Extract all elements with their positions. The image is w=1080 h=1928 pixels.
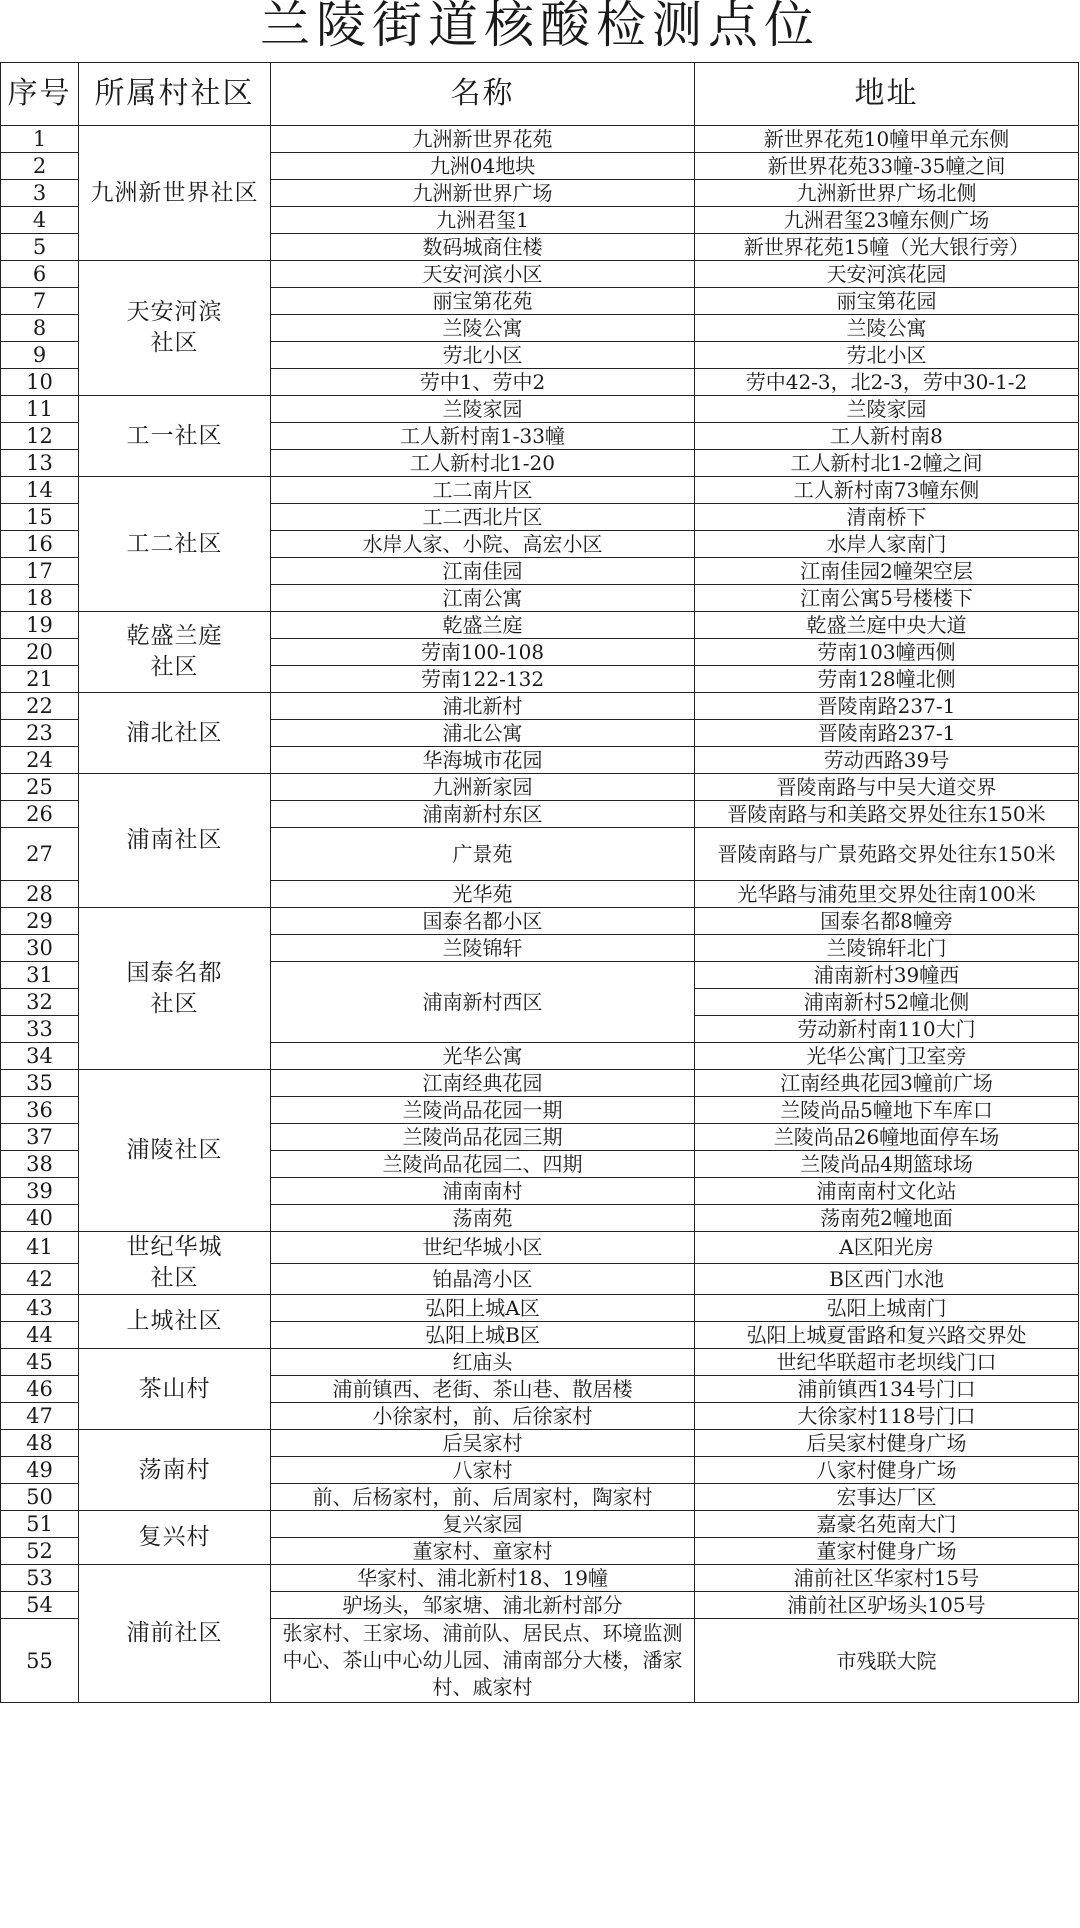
cell-name: 兰陵尚品花园二、四期 — [271, 1151, 695, 1178]
cell-address: 劳南128幢北侧 — [695, 666, 1079, 693]
cell-address: 天安河滨花园 — [695, 261, 1079, 288]
cell-name: 华家村、浦北新村18、19幢 — [271, 1565, 695, 1592]
cell-name: 九洲新世界广场 — [271, 180, 695, 207]
cell-community: 复兴村 — [79, 1511, 271, 1565]
cell-no: 41 — [1, 1232, 79, 1264]
cell-no: 38 — [1, 1151, 79, 1178]
cell-no: 34 — [1, 1043, 79, 1070]
cell-community: 乾盛兰庭 社区 — [79, 612, 271, 693]
table-row — [1, 1295, 1079, 1322]
table-row — [1, 1430, 1079, 1457]
cell-name: 工二南片区 — [271, 477, 695, 504]
cell-name: 水岸人家、小院、高宏小区 — [271, 531, 695, 558]
cell-address: 晋陵南路与中吴大道交界 — [695, 774, 1079, 801]
cell-name: 丽宝第花苑 — [271, 288, 695, 315]
cell-no: 23 — [1, 720, 79, 747]
cell-community: 浦前社区 — [79, 1565, 271, 1703]
cell-name: 八家村 — [271, 1457, 695, 1484]
header-address: 地址 — [695, 63, 1079, 126]
cell-name: 前、后杨家村，前、后周家村，陶家村 — [271, 1484, 695, 1511]
cell-address: 九洲新世界广场北侧 — [695, 180, 1079, 207]
cell-no: 3 — [1, 180, 79, 207]
cell-name: 光华公寓 — [271, 1043, 695, 1070]
cell-name: 工二西北片区 — [271, 504, 695, 531]
cell-name: 兰陵锦轩 — [271, 935, 695, 962]
cell-no: 25 — [1, 774, 79, 801]
cell-name: 驴场头，邹家塘、浦北新村部分 — [271, 1592, 695, 1619]
cell-no: 19 — [1, 612, 79, 639]
cell-address: 劳中42-3，北2-3，劳中30-1-2 — [695, 369, 1079, 396]
cell-address: 江南公寓5号楼楼下 — [695, 585, 1079, 612]
cell-community: 浦南社区 — [79, 774, 271, 908]
cell-no: 45 — [1, 1349, 79, 1376]
cell-name: 小徐家村，前、后徐家村 — [271, 1403, 695, 1430]
cell-name: 董家村、童家村 — [271, 1538, 695, 1565]
cell-name: 华海城市花园 — [271, 747, 695, 774]
table-row — [1, 126, 1079, 153]
cell-no: 33 — [1, 1016, 79, 1043]
table-row — [1, 1565, 1079, 1592]
cell-no: 20 — [1, 639, 79, 666]
cell-name: 工人新村南1-33幢 — [271, 423, 695, 450]
cell-name: 国泰名都小区 — [271, 908, 695, 935]
cell-no: 37 — [1, 1124, 79, 1151]
cell-no: 16 — [1, 531, 79, 558]
cell-address: 浦南新村39幢西 — [695, 962, 1079, 989]
cell-no: 10 — [1, 369, 79, 396]
cell-name: 铂晶湾小区 — [271, 1263, 695, 1295]
cell-no: 51 — [1, 1511, 79, 1538]
cell-address: 浦南新村52幢北侧 — [695, 989, 1079, 1016]
cell-no: 1 — [1, 126, 79, 153]
cell-community: 浦北社区 — [79, 693, 271, 774]
cell-no: 24 — [1, 747, 79, 774]
cell-address: 兰陵尚品26幢地面停车场 — [695, 1124, 1079, 1151]
table-row — [1, 1511, 1079, 1538]
cell-address: 丽宝第花园 — [695, 288, 1079, 315]
cell-no: 49 — [1, 1457, 79, 1484]
cell-name: 弘阳上城A区 — [271, 1295, 695, 1322]
cell-address: 嘉豪名苑南大门 — [695, 1511, 1079, 1538]
cell-no: 43 — [1, 1295, 79, 1322]
cell-address: 光华路与浦苑里交界处往南100米 — [695, 881, 1079, 908]
cell-address: 工人新村南73幢东侧 — [695, 477, 1079, 504]
cell-no: 2 — [1, 153, 79, 180]
cell-no: 6 — [1, 261, 79, 288]
table-row — [1, 612, 1079, 639]
cell-community: 天安河滨 社区 — [79, 261, 271, 396]
table-row — [1, 261, 1079, 288]
cell-no: 52 — [1, 1538, 79, 1565]
cell-name: 光华苑 — [271, 881, 695, 908]
cell-name: 劳北小区 — [271, 342, 695, 369]
cell-address: 国泰名都8幢旁 — [695, 908, 1079, 935]
cell-no: 27 — [1, 828, 79, 881]
table-row — [1, 1070, 1079, 1097]
cell-no: 11 — [1, 396, 79, 423]
cell-name: 兰陵家园 — [271, 396, 695, 423]
header-community: 所属村社区 — [79, 63, 271, 126]
cell-address: 新世界花苑10幢甲单元东侧 — [695, 126, 1079, 153]
cell-name: 九洲君玺1 — [271, 207, 695, 234]
cell-address: 大徐家村118号门口 — [695, 1403, 1079, 1430]
cell-address: 劳北小区 — [695, 342, 1079, 369]
table-row — [1, 774, 1079, 801]
cell-no: 15 — [1, 504, 79, 531]
cell-name: 兰陵尚品花园一期 — [271, 1097, 695, 1124]
cell-address: 市残联大院 — [695, 1619, 1079, 1703]
cell-community: 九洲新世界社区 — [79, 126, 271, 261]
cell-address: 乾盛兰庭中央大道 — [695, 612, 1079, 639]
table-row — [1, 1349, 1079, 1376]
cell-address: 董家村健身广场 — [695, 1538, 1079, 1565]
cell-no: 55 — [1, 1619, 79, 1703]
cell-no: 7 — [1, 288, 79, 315]
cell-community: 浦陵社区 — [79, 1070, 271, 1232]
cell-no: 54 — [1, 1592, 79, 1619]
cell-name: 浦南新村西区 — [271, 962, 695, 1043]
cell-no: 48 — [1, 1430, 79, 1457]
cell-address: 光华公寓门卫室旁 — [695, 1043, 1079, 1070]
cell-no: 36 — [1, 1097, 79, 1124]
cell-address: 水岸人家南门 — [695, 531, 1079, 558]
cell-address: 弘阳上城南门 — [695, 1295, 1079, 1322]
cell-no: 35 — [1, 1070, 79, 1097]
cell-address: 浦南南村文化站 — [695, 1178, 1079, 1205]
cell-community: 茶山村 — [79, 1349, 271, 1430]
cell-address: 兰陵家园 — [695, 396, 1079, 423]
cell-address: 工人新村北1-2幢之间 — [695, 450, 1079, 477]
cell-address: 荡南苑2幢地面 — [695, 1205, 1079, 1232]
cell-name: 复兴家园 — [271, 1511, 695, 1538]
cell-no: 26 — [1, 801, 79, 828]
cell-no: 40 — [1, 1205, 79, 1232]
cell-name: 广景苑 — [271, 828, 695, 881]
cell-no: 53 — [1, 1565, 79, 1592]
cell-no: 9 — [1, 342, 79, 369]
cell-name: 浦南南村 — [271, 1178, 695, 1205]
cell-name: 红庙头 — [271, 1349, 695, 1376]
cell-name: 九洲新家园 — [271, 774, 695, 801]
table-row — [1, 396, 1079, 423]
cell-address: 九洲君玺23幢东侧广场 — [695, 207, 1079, 234]
cell-no: 47 — [1, 1403, 79, 1430]
cell-address: 兰陵公寓 — [695, 315, 1079, 342]
cell-no: 4 — [1, 207, 79, 234]
cell-community: 世纪华城 社区 — [79, 1232, 271, 1295]
cell-community: 工一社区 — [79, 396, 271, 477]
cell-name: 后吴家村 — [271, 1430, 695, 1457]
cell-community: 上城社区 — [79, 1295, 271, 1349]
cell-address: 清南桥下 — [695, 504, 1079, 531]
cell-address: B区西门水池 — [695, 1263, 1079, 1295]
cell-address: A区阳光房 — [695, 1232, 1079, 1264]
cell-address: 晋陵南路237-1 — [695, 720, 1079, 747]
cell-no: 28 — [1, 881, 79, 908]
cell-no: 17 — [1, 558, 79, 585]
cell-address: 兰陵尚品5幢地下车库口 — [695, 1097, 1079, 1124]
cell-community: 工二社区 — [79, 477, 271, 612]
cell-address: 宏事达厂区 — [695, 1484, 1079, 1511]
cell-name: 浦北新村 — [271, 693, 695, 720]
cell-name: 兰陵尚品花园三期 — [271, 1124, 695, 1151]
cell-address: 世纪华联超市老坝线门口 — [695, 1349, 1079, 1376]
cell-address: 晋陵南路与广景苑路交界处往东150米 — [695, 828, 1079, 881]
table-row — [1, 477, 1079, 504]
cell-no: 30 — [1, 935, 79, 962]
cell-no: 44 — [1, 1322, 79, 1349]
cell-community: 荡南村 — [79, 1430, 271, 1511]
cell-name: 弘阳上城B区 — [271, 1322, 695, 1349]
cell-no: 5 — [1, 234, 79, 261]
cell-address: 晋陵南路237-1 — [695, 693, 1079, 720]
cell-no: 29 — [1, 908, 79, 935]
document-title: 兰陵街道核酸检测点位 — [260, 0, 820, 54]
cell-address: 浦前镇西134号门口 — [695, 1376, 1079, 1403]
cell-address: 兰陵尚品4期篮球场 — [695, 1151, 1079, 1178]
cell-name: 浦前镇西、老街、茶山巷、散居楼 — [271, 1376, 695, 1403]
cell-no: 32 — [1, 989, 79, 1016]
cell-name: 劳中1、劳中2 — [271, 369, 695, 396]
header-name: 名称 — [271, 63, 695, 126]
cell-name: 兰陵公寓 — [271, 315, 695, 342]
cell-no: 13 — [1, 450, 79, 477]
cell-address: 江南经典花园3幢前广场 — [695, 1070, 1079, 1097]
cell-community: 国泰名都 社区 — [79, 908, 271, 1070]
header-no: 序号 — [1, 63, 79, 126]
cell-name: 劳南100-108 — [271, 639, 695, 666]
cell-no: 8 — [1, 315, 79, 342]
cell-name: 九洲04地块 — [271, 153, 695, 180]
cell-no: 14 — [1, 477, 79, 504]
cell-address: 后吴家村健身广场 — [695, 1430, 1079, 1457]
cell-no: 50 — [1, 1484, 79, 1511]
cell-address: 劳南103幢西侧 — [695, 639, 1079, 666]
table-header-row — [1, 63, 1079, 126]
cell-address: 兰陵锦轩北门 — [695, 935, 1079, 962]
cell-address: 晋陵南路与和美路交界处往东150米 — [695, 801, 1079, 828]
cell-name: 张家村、王家场、浦前队、居民点、环境监测中心、茶山中心幼儿园、浦南部分大楼，潘家村、戚家村 — [271, 1619, 695, 1703]
cell-no: 21 — [1, 666, 79, 693]
cell-address: 新世界花苑15幢（光大银行旁） — [695, 234, 1079, 261]
cell-no: 31 — [1, 962, 79, 989]
cell-name: 荡南苑 — [271, 1205, 695, 1232]
table-row — [1, 693, 1079, 720]
cell-address: 八家村健身广场 — [695, 1457, 1079, 1484]
cell-no: 12 — [1, 423, 79, 450]
cell-address: 工人新村南8 — [695, 423, 1079, 450]
cell-name: 江南佳园 — [271, 558, 695, 585]
cell-name: 数码城商住楼 — [271, 234, 695, 261]
table-row — [1, 908, 1079, 935]
cell-name: 江南公寓 — [271, 585, 695, 612]
cell-name: 浦北公寓 — [271, 720, 695, 747]
cell-name: 天安河滨小区 — [271, 261, 695, 288]
cell-name: 乾盛兰庭 — [271, 612, 695, 639]
cell-address: 浦前社区华家村15号 — [695, 1565, 1079, 1592]
table-row — [1, 1232, 1079, 1264]
cell-address: 弘阳上城夏雷路和复兴路交界处 — [695, 1322, 1079, 1349]
cell-no: 46 — [1, 1376, 79, 1403]
cell-name: 浦南新村东区 — [271, 801, 695, 828]
cell-name: 工人新村北1-20 — [271, 450, 695, 477]
cell-address: 劳动新村南110大门 — [695, 1016, 1079, 1043]
cell-address: 江南佳园2幢架空层 — [695, 558, 1079, 585]
cell-name: 劳南122-132 — [271, 666, 695, 693]
cell-no: 42 — [1, 1263, 79, 1295]
cell-address: 劳动西路39号 — [695, 747, 1079, 774]
cell-no: 22 — [1, 693, 79, 720]
cell-name: 江南经典花园 — [271, 1070, 695, 1097]
cell-no: 39 — [1, 1178, 79, 1205]
cell-name: 九洲新世界花苑 — [271, 126, 695, 153]
cell-no: 18 — [1, 585, 79, 612]
cell-address: 新世界花苑33幢-35幢之间 — [695, 153, 1079, 180]
cell-address: 浦前社区驴场头105号 — [695, 1592, 1079, 1619]
cell-name: 世纪华城小区 — [271, 1232, 695, 1264]
testing-sites-table — [0, 62, 1079, 1703]
